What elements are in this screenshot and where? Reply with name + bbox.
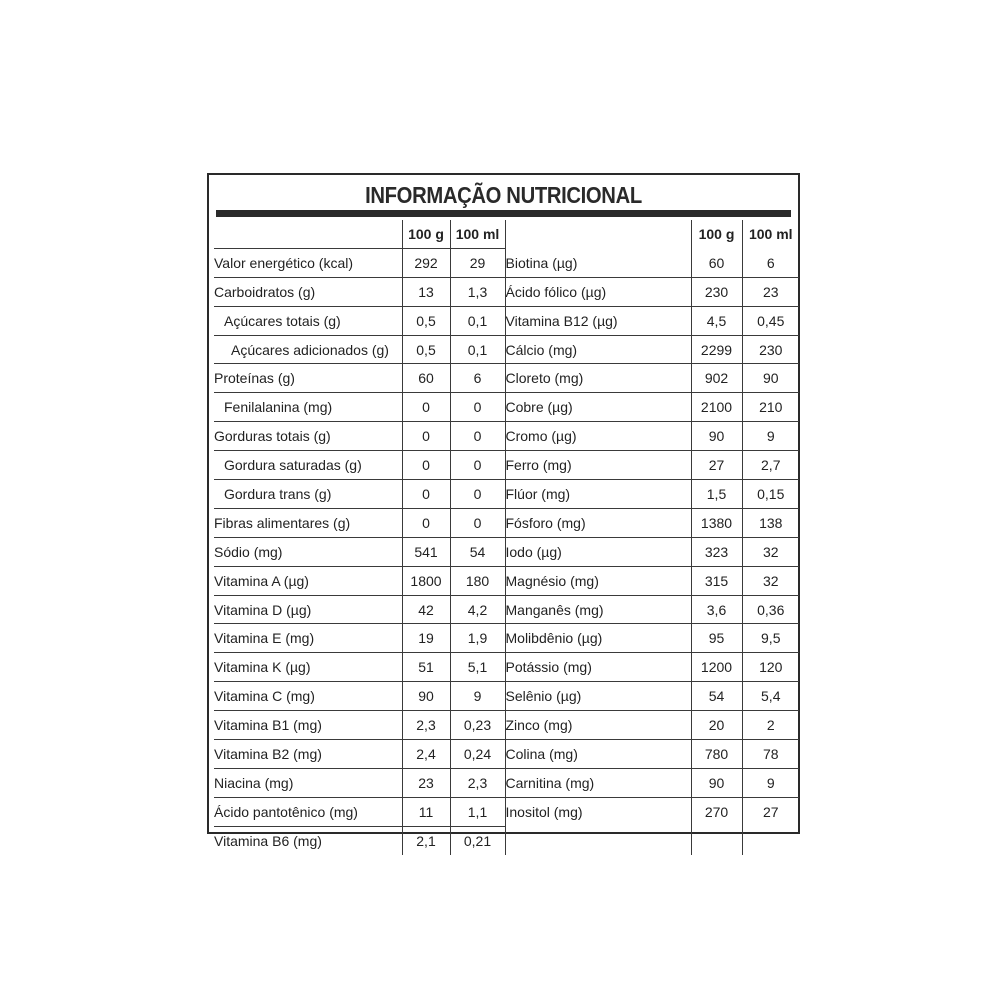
value-100ml-left: 0: [450, 422, 505, 451]
value-100g-left: 42: [402, 595, 450, 624]
panel-title: INFORMAÇÃO NUTRICIONAL: [365, 182, 642, 208]
table-row: [214, 306, 799, 335]
nutrient-name-left: Gorduras totais (g): [214, 422, 402, 451]
nutrient-name-left: Gordura saturadas (g): [214, 451, 402, 480]
value-100g-right: 90: [691, 768, 742, 797]
table-row: [214, 537, 799, 566]
nutrient-name-right: Magnésio (mg): [505, 566, 691, 595]
nutrient-name-left: Ácido pantotênico (mg): [214, 797, 402, 826]
value-100ml-right: 78: [742, 740, 799, 769]
table-row: [214, 768, 799, 797]
header-blank-right: [505, 220, 691, 248]
value-100ml-left: 0: [450, 480, 505, 509]
table-header-row: [214, 220, 799, 248]
value-100g-left: 51: [402, 653, 450, 682]
value-100g-right: 1380: [691, 508, 742, 537]
table-row: [214, 566, 799, 595]
value-100g-left: 0,5: [402, 335, 450, 364]
empty-cell-right: [742, 826, 799, 854]
nutrient-name-left: Açúcares totais (g): [214, 306, 402, 335]
value-100ml-left: 0: [450, 393, 505, 422]
value-100g-right: 2100: [691, 393, 742, 422]
value-100ml-right: 32: [742, 566, 799, 595]
table-row: [214, 422, 799, 451]
value-100g-left: 292: [402, 248, 450, 277]
value-100ml-left: 0: [450, 508, 505, 537]
value-100ml-right: 138: [742, 508, 799, 537]
nutrient-name-right: Iodo (µg): [505, 537, 691, 566]
table-row: [214, 277, 799, 306]
nutrient-name-right: Inositol (mg): [505, 797, 691, 826]
nutrient-name-right: Colina (mg): [505, 740, 691, 769]
nutrient-name-right: Cloreto (mg): [505, 364, 691, 393]
nutrient-name-left: Vitamina B6 (mg): [214, 832, 322, 849]
value-100ml-left: 4,2: [450, 595, 505, 624]
value-100g-right: 780: [691, 740, 742, 769]
value-100g-left: 0: [402, 393, 450, 422]
nutrient-name-right: Ácido fólico (µg): [505, 277, 691, 306]
value-100g-left: 13: [402, 277, 450, 306]
value-100ml-left: 1,9: [450, 624, 505, 653]
nutrient-name-left: Vitamina A (µg): [214, 566, 402, 595]
value-100ml-right: 2: [742, 711, 799, 740]
value-100g-left: 0: [402, 451, 450, 480]
value-100ml-right: 23: [742, 277, 799, 306]
value-100g-right: 3,6: [691, 595, 742, 624]
table-row: [214, 653, 799, 682]
value-100ml-left: 6: [450, 364, 505, 393]
value-100ml-left: 0: [450, 451, 505, 480]
value-100ml-left: 0,24: [450, 740, 505, 769]
header-100g-left: 100 g: [402, 220, 450, 248]
value-100g-left: 2,3: [402, 711, 450, 740]
value-100ml-right: 90: [742, 364, 799, 393]
header-100ml-right: 100 ml: [742, 220, 799, 248]
table-row: [214, 248, 799, 277]
nutrient-name-right: Cromo (µg): [505, 422, 691, 451]
value-100ml-left: 2,3: [450, 768, 505, 797]
value-100g-left: 2,4: [402, 740, 450, 769]
value-100g-left: 60: [402, 364, 450, 393]
value-100ml-right: 9: [742, 768, 799, 797]
nutrient-name-left: Vitamina C (mg): [214, 682, 402, 711]
value-100g-left: 19: [402, 624, 450, 653]
nutrient-name-left: Niacina (mg): [214, 768, 402, 797]
value-100ml-left: 1,3: [450, 277, 505, 306]
empty-cell-right: [505, 826, 691, 854]
nutrient-name-left: Açúcares adicionados (g): [214, 335, 402, 364]
nutrient-name-left: Vitamina B2 (mg): [214, 740, 402, 769]
nutrition-facts-panel: [207, 173, 800, 849]
value-100ml-left: 180: [450, 566, 505, 595]
table-row: [214, 451, 799, 480]
value-100g-right: 90: [691, 422, 742, 451]
value-100ml-right: 0,36: [742, 595, 799, 624]
value-100ml-right: 230: [742, 335, 799, 364]
value-100ml-left: 0,1: [450, 306, 505, 335]
table-row: [214, 740, 799, 769]
nutrient-name-right: Biotina (µg): [505, 248, 691, 277]
value-100ml-right: 32: [742, 537, 799, 566]
nutrient-name-left: Vitamina K (µg): [214, 653, 402, 682]
value-100ml-left: 29: [450, 248, 505, 277]
value-100ml-right: 120: [742, 653, 799, 682]
value-100g-left: 2,1: [402, 826, 450, 854]
nutrient-name-left: Fenilalanina (mg): [214, 393, 402, 422]
nutrient-name-left: Fibras alimentares (g): [214, 508, 402, 537]
nutrient-name-left: Valor energético (kcal): [214, 248, 402, 277]
table-row: [214, 595, 799, 624]
value-100ml-right: 0,45: [742, 306, 799, 335]
header-100g-right: 100 g: [691, 220, 742, 248]
value-100ml-left: 54: [450, 537, 505, 566]
value-100ml-left: 9: [450, 682, 505, 711]
table-row: [214, 335, 799, 364]
value-100ml-left: 0,1: [450, 335, 505, 364]
value-100ml-right: 27: [742, 797, 799, 826]
value-100g-right: 1200: [691, 653, 742, 682]
table-row: [214, 508, 799, 537]
nutrient-name-left: Gordura trans (g): [214, 480, 402, 509]
nutrient-name-right: Fósforo (mg): [505, 508, 691, 537]
value-100g-right: 270: [691, 797, 742, 826]
value-100g-right: 323: [691, 537, 742, 566]
table-row: [214, 624, 799, 653]
nutrition-table-body: [214, 220, 799, 855]
value-100g-right: 315: [691, 566, 742, 595]
nutrient-name-right: Cobre (µg): [505, 393, 691, 422]
value-100g-left: 0: [402, 422, 450, 451]
value-100ml-right: 5,4: [742, 682, 799, 711]
header-100ml-left: 100 ml: [450, 220, 505, 248]
table-row: [214, 393, 799, 422]
value-100ml-left: 1,1: [450, 797, 505, 826]
nutrient-name-right: Ferro (mg): [505, 451, 691, 480]
nutrient-name-right: Manganês (mg): [505, 595, 691, 624]
nutrient-name-right: Selênio (µg): [505, 682, 691, 711]
value-100ml-right: 9,5: [742, 624, 799, 653]
empty-cell-right: [691, 826, 742, 854]
value-100ml-left: 5,1: [450, 653, 505, 682]
table-row: [214, 797, 799, 826]
table-row: [214, 682, 799, 711]
nutrient-name-right: Cálcio (mg): [505, 335, 691, 364]
value-100ml-right: 6: [742, 248, 799, 277]
nutrient-name-left: Sódio (mg): [214, 537, 402, 566]
nutrient-name-left: Vitamina B1 (mg): [214, 711, 402, 740]
table-row: [214, 480, 799, 509]
nutrient-name-right: Vitamina B12 (µg): [505, 306, 691, 335]
value-100g-right: 1,5: [691, 480, 742, 509]
nutrient-name-right: Potássio (mg): [505, 653, 691, 682]
value-100ml-right: 210: [742, 393, 799, 422]
value-100g-left: 0,5: [402, 306, 450, 335]
value-100g-left: 23: [402, 768, 450, 797]
value-100g-left: 1800: [402, 566, 450, 595]
value-100ml-right: 9: [742, 422, 799, 451]
nutrient-name-right: Flúor (mg): [505, 480, 691, 509]
nutrient-name-right: Carnitina (mg): [505, 768, 691, 797]
table-row: [214, 826, 799, 854]
value-100ml-left: 0,21: [450, 826, 505, 854]
value-100ml-right: 2,7: [742, 451, 799, 480]
value-100g-right: 54: [691, 682, 742, 711]
value-100g-left: 0: [402, 508, 450, 537]
nutrient-name-left: Vitamina E (mg): [214, 624, 402, 653]
value-100g-right: 27: [691, 451, 742, 480]
value-100g-left: 541: [402, 537, 450, 566]
value-100g-right: 902: [691, 364, 742, 393]
value-100g-right: 230: [691, 277, 742, 306]
nutrient-name-right: Molibdênio (µg): [505, 624, 691, 653]
header-blank-left: [214, 220, 402, 248]
value-100g-left: 90: [402, 682, 450, 711]
table-row: [214, 711, 799, 740]
value-100g-left: 0: [402, 480, 450, 509]
value-100ml-right: 0,15: [742, 480, 799, 509]
value-100g-right: 20: [691, 711, 742, 740]
value-100g-right: 2299: [691, 335, 742, 364]
title-divider-bar: [216, 210, 791, 217]
value-100g-left: 11: [402, 797, 450, 826]
nutrient-name-left: Proteínas (g): [214, 364, 402, 393]
nutrition-table: [214, 220, 799, 855]
nutrient-name-right: Zinco (mg): [505, 711, 691, 740]
value-100ml-left: 0,23: [450, 711, 505, 740]
value-100g-right: 95: [691, 624, 742, 653]
value-100g-right: 4,5: [691, 306, 742, 335]
nutrient-name-left: Vitamina D (µg): [214, 595, 402, 624]
value-100g-right: 60: [691, 248, 742, 277]
nutrient-name-left: Carboidratos (g): [214, 277, 402, 306]
table-row: [214, 364, 799, 393]
